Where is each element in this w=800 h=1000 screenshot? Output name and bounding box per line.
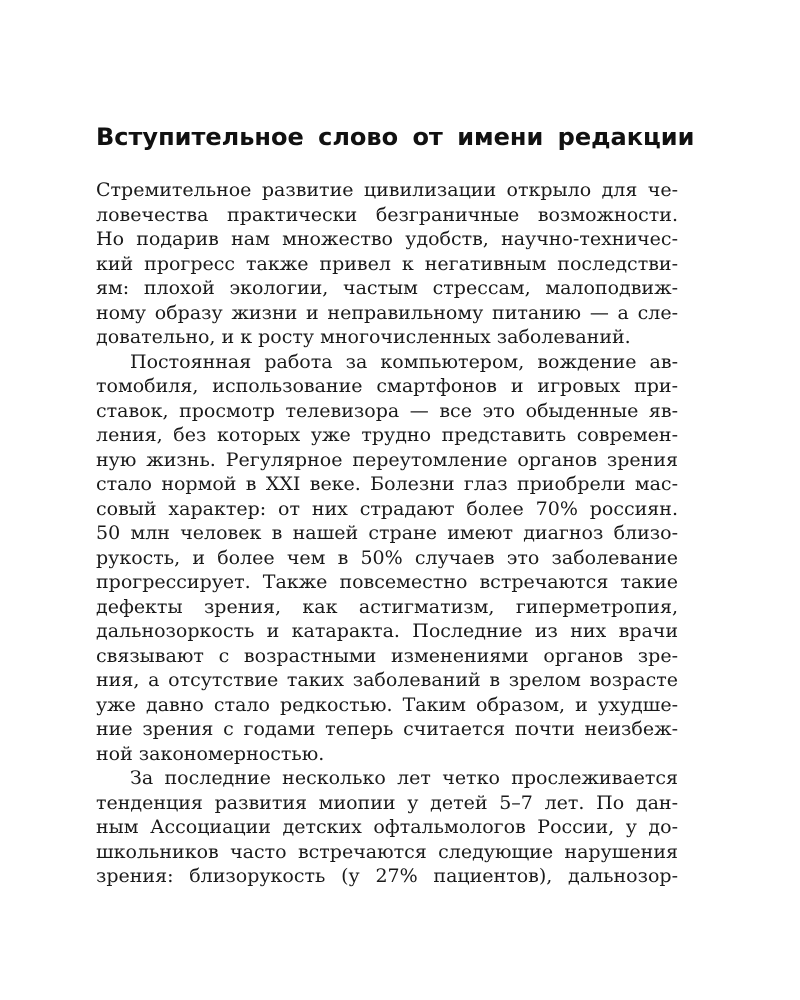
text-line: ние зрения с годами теперь считается почти неизбеж-	[96, 718, 678, 740]
text-line: ления, без которых уже трудно представить современ-	[96, 424, 678, 446]
text-line: Но подарив нам множество удобств, научно-техничес-	[96, 228, 678, 250]
text-line: рукость, и более чем в 50% случаев это заболевание	[96, 546, 678, 569]
text-line: ному образу жизни и неправильному питанию — а сле-	[96, 301, 678, 324]
text-line: довательно, и к росту многочисленных заболеваний.	[96, 326, 631, 348]
text-line: Стремительное развитие цивилизации открыло для че-	[96, 179, 678, 201]
text-line: ставок, просмотр телевизора — все это обыденные яв-	[96, 399, 678, 422]
text-line: ям: плохой экологии, частым стрессам, малоподвиж-	[96, 277, 678, 299]
text-line: ния, а отсутствие таких заболеваний в зрелом возрасте	[96, 669, 678, 691]
page-heading: Вступительное слово от имени редакции	[96, 123, 695, 151]
text-line: зрения: близорукость (у 27% пациентов), дальнозор-	[96, 865, 678, 887]
text-line: кий прогресс также привел к негативным последстви-	[96, 252, 678, 275]
text-line: ной закономерностью.	[96, 742, 325, 765]
text-line: дефекты зрения, как астигматизм, гиперметропия,	[96, 595, 678, 618]
body-text	[96, 178, 678, 889]
text-line: томобиля, использование смартфонов и игровых при-	[96, 375, 678, 397]
text-line: ным Ассоциации детских офтальмологов России, у до-	[96, 816, 678, 838]
text-line: ловечества практически безграничные возможности.	[96, 203, 678, 226]
text-line: Постоянная работа за компьютером, вождение ав-	[130, 350, 678, 373]
text-line: стало нормой в XXI веке. Болезни глаз приобрели мас-	[96, 473, 678, 495]
text-line: совый характер: от них страдают более 70% россиян.	[96, 497, 678, 520]
text-line: 50 млн человек в нашей стране имеют диагноз близо-	[96, 522, 678, 544]
text-line: уже давно стало редкостью. Таким образом, и ухудше-	[96, 693, 678, 716]
text-line: школьников часто встречаются следующие нарушения	[96, 840, 678, 863]
text-line: связывают с возрастными изменениями органов зре-	[96, 644, 678, 667]
text-line: За последние несколько лет четко прослеживается	[130, 767, 678, 789]
text-line: ную жизнь. Регулярное переутомление органов зрения	[96, 448, 678, 471]
text-line: дальнозоркость и катаракта. Последние из них врачи	[96, 620, 678, 642]
text-line: тенденция развития миопии у детей 5–7 лет. По дан-	[96, 791, 678, 814]
text-line: прогрессирует. Также повсеместно встречаются такие	[96, 571, 678, 593]
